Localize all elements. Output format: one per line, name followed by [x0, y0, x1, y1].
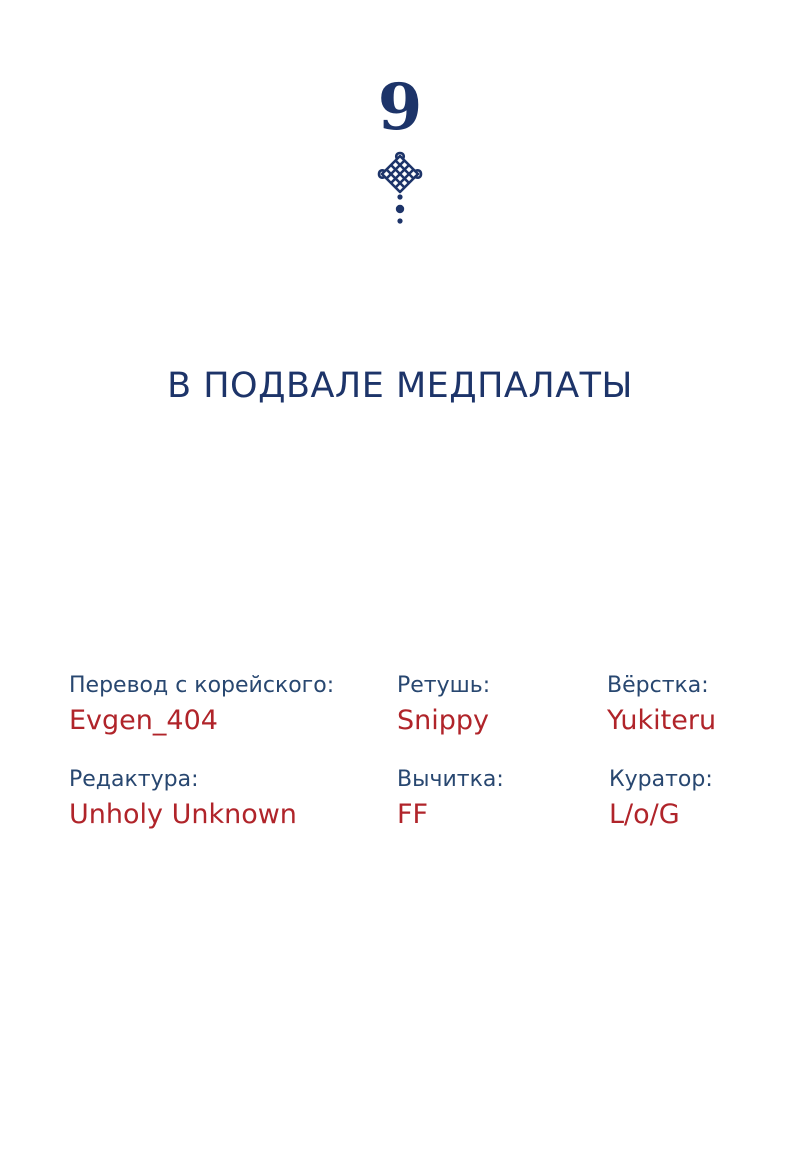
- credit-role: Вёрстка:: [607, 673, 709, 698]
- credit-name: Unholy Unknown: [69, 799, 297, 830]
- credit-name: Snippy: [397, 705, 490, 736]
- credit-role: Ретушь:: [397, 673, 491, 698]
- credit-editing: [69, 766, 297, 832]
- credit-name: Evgen_404: [69, 705, 218, 736]
- credit-proofreading: [397, 766, 504, 832]
- credit-role: Куратор:: [609, 767, 713, 792]
- chapter-number: 9: [377, 70, 423, 145]
- credit-name: FF: [397, 799, 429, 830]
- credit-translation: [69, 672, 334, 738]
- credit-curator: [609, 766, 713, 832]
- credit-role: Редактура:: [69, 767, 199, 792]
- credit-name: L/o/G: [609, 799, 680, 830]
- credit-role: Вычитка:: [397, 767, 504, 792]
- credit-typesetting: [607, 672, 716, 738]
- credit-role: Перевод с корейского:: [69, 673, 335, 698]
- credit-retouch: [397, 672, 490, 738]
- endless-knot-icon: [376, 150, 424, 228]
- chapter-title: В ПОДВАЛЕ МЕДПАЛАТЫ: [167, 366, 633, 406]
- credit-name: Yukiteru: [607, 705, 717, 736]
